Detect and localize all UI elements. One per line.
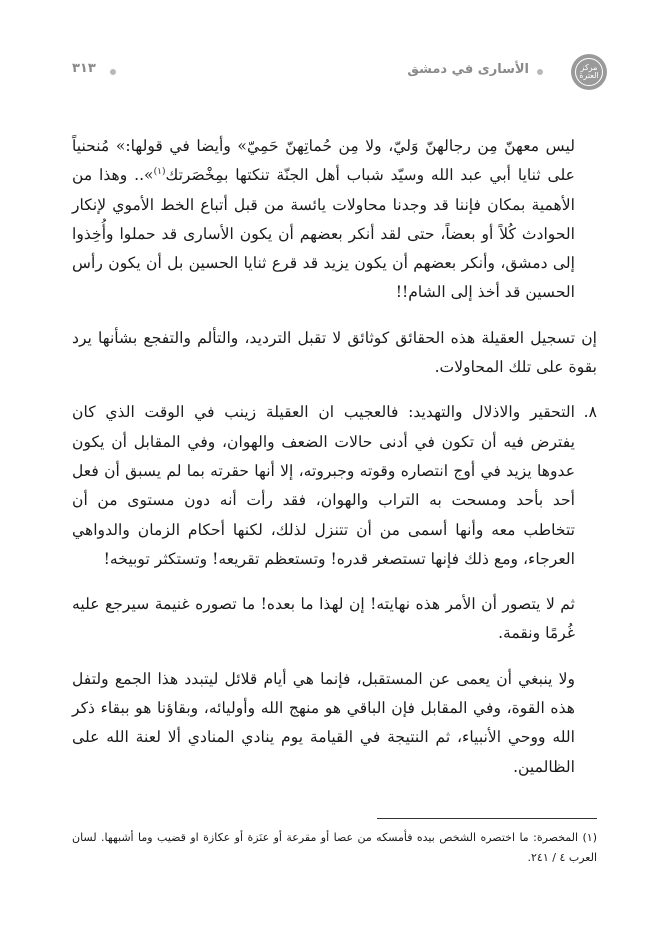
- list-item-8: [72, 398, 597, 574]
- footnote-reference: (١): [153, 167, 166, 178]
- quote-line-2: مُنحنياً على ثنايا أبي عبد الله وسيّد شباب أهل الجنّة تنكتها بمِخْصَرتك: [72, 137, 575, 185]
- header-dot-left: [110, 69, 116, 75]
- header-dot-right: [537, 69, 543, 75]
- page-number: ٣١٣: [72, 61, 96, 76]
- page-header: [72, 52, 607, 92]
- paragraph-consequence: ثم لا يتصور أن الأمر هذه نهايته! إن لهذا ما بعده! ما تصوره غنيمة سيرجع عليه غُرمًا ونقمة.: [72, 595, 575, 643]
- footnote: [72, 828, 597, 868]
- main-text: [72, 132, 597, 798]
- list-item-text: التحقير والاذلال والتهديد: فالعجيب ان العقيلة زينب في الوقت الذي كان يفترض فيه أن تكون في أدنى حالات الضعف والهوان، وفي المقابل أن يكون عدوها يزيد في أوج انتصاره وقوته وجبروته، إلا أنها حقرته بما لم يسبق أن فعل أحد بأحد ومسحت به التراب والهوان، فقد رأت أنه دون مستوى من أن تتخاطب معه وأنها أسمى من أن تتنزل لذلك، لكنها أحكام الزمان والدواهي العرجاء، ومع ذلك فإنها تستصغر قدره! وتستعظم تقريعه! وتستكثر توبيخه!: [72, 403, 575, 568]
- quote-line-1: ليس معهنّ مِن رجالهنّ وَليّ، ولا مِن حُماتِهنّ حَمِيّ» وأيضا في قولها:»: [115, 137, 575, 155]
- logo-text: مركز العترة: [575, 58, 603, 86]
- paragraph-future: ولا ينبغي أن يعمى عن المستقبل، فإنما هي أيام قلائل ليتبدد هذا الجمع ولتفل هذه القوة، وفي المقابل فإن الباقي هو منهج الله وأوليائه، وبقاؤنا هو ببقاء ذكر الله ووحي الأنبياء، ثم النتيجة في القيامة يوم ينادي المنادي ألا لعنة الله على الظالمين.: [72, 669, 575, 776]
- list-number: ٨.: [583, 403, 597, 422]
- paragraph-quote: [72, 132, 597, 308]
- publisher-logo-icon: [571, 54, 607, 90]
- footnote-divider: [377, 818, 597, 819]
- quote-line-2-rest: ».. وهذا من الأهمية بمكان فإننا قد وجدنا محاولات يائسة من قبل أتباع الخط الأموي لإنكار الحوادث كُلاً أو بعضاً، حتى لقد أنكر بعضهم أن يكون الأسارى قد حملوا وأُخِذوا إلى دمشق، وأنكر بعضهم أن يكون يزيد قد قرع ثنايا الحسين بل أن يكون رأس الحسين قد أخذ إلى الشام!!: [72, 166, 575, 302]
- running-title: الأسارى في دمشق: [407, 62, 529, 77]
- footnote-text: (١) المخصرة: ما اختصره الشخص بيده فأمسكه من عصا أو مقرعة أو عنَزة أو عكازة او قضيب وما أشبهها. لسان العرب ٤ / ٢٤١.: [72, 831, 597, 864]
- paragraph-documentation: إن تسجيل العقيلة هذه الحقائق كوثائق لا تقبل الترديد، والتألم والتفجع بشأنها يرد بقوة على تلك المحاولات.: [72, 328, 597, 377]
